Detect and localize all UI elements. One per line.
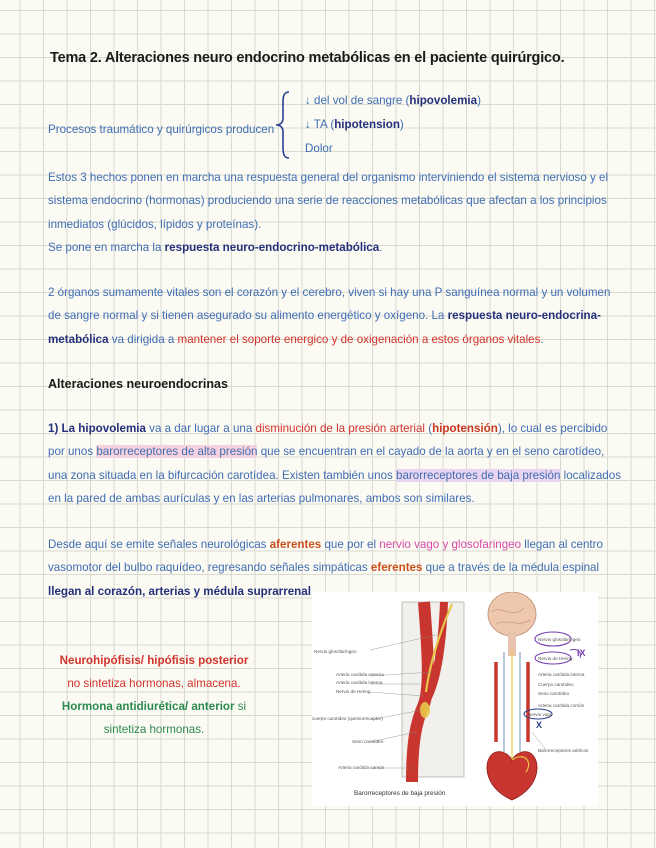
annotation-mark: IX [577,648,586,658]
processes-lead: Procesos traumático y quirúrgicos producen [48,123,275,136]
figure-label: Nervio vago [528,712,553,717]
processes-list [305,89,481,161]
figure-label: Seno carotídeo [352,739,384,744]
page-title: Tema 2. Alteraciones neuro endocrino metabólicas en el paciente quirúrgico. [50,50,565,66]
paragraph-3: 1) La hipovolemia va a dar lugar a una disminución de la presión arterial (hipotensión), lo cual es percibido por unos barorreceptores de alta presión que se encuentran en el cayado de la aorta y en el seno carotídeo, una zona situada en la bifurcación carotídea. Existen también unos barorreceptores de baja presión localizados en la pared de ambas aurículas y en las arterias pulmonares, ambos son similares. [48,422,621,505]
figure-label: Arteria carótida común [338,765,385,770]
figure-label: Barorreceptores aórticos [538,748,589,753]
figure-label: Arteria carótida interna [538,672,585,677]
paragraph-1: Estos 3 hechos ponen en marcha una respuesta general del organismo interviniendo el sistema nervioso y el sistema endocrino (hormonas) produciendo una serie de reacciones metabólicas que afectan a los principios inmediatos (glúcidos, lípidos y proteínas). Se pone en marcha la respuesta neuro-endocrino-metabólica. [48,171,609,254]
curly-brace-icon [274,90,292,160]
annotation-mark: X [536,720,543,730]
anatomy-figure [312,592,598,806]
figure-label: Arteria carótida interna [336,680,383,685]
baroreceptor-diagram [312,592,598,806]
figure-label: Cuerpo carotídeo [538,682,574,687]
figure-label: Seno carotídeo [538,691,570,696]
paragraph-2: 2 órganos sumamente vitales son el corazón y el cerebro, viven si hay una P sanguínea normal y un volumen de sangre normal y si tienen asegurado su alimento energético y oxígeno. La respuesta neuro-endocrina- metabólica va dirigida a mantener el soporte energico y de oxigenación a estos órganos vitales. [48,286,611,346]
figure-label: Nervio de Hering [336,689,371,694]
figure-label: Arteria carótida externa [336,672,384,677]
figure-label: Nervio de Hering [538,656,573,661]
section-heading: Alteraciones neuroendocrinas [48,377,228,391]
figure-label: Nervio glosofaríngeo [314,649,357,654]
figure-label: cuerpo carotídeo (quimiorreceptor) [312,716,383,721]
list-item: ↓ del vol de sangre (hipovolemia) [305,94,481,107]
list-item: ↓ TA (hipotension) [305,118,404,131]
figure-label: Arteria carótida común [538,703,585,708]
figure-label: Nervio glosofaríngeo [538,637,581,642]
paragraph-4: Desde aquí se emite señales neurológicas aferentes que por el nervio vago y glosofaringeo llegan al centro vasomotor del bulbo raquídeo, regresando señales simpáticas eferentes que a través de la médula espinal llegan al corazón, arterias y médula suprarrenal [48,538,603,598]
list-item: Dolor [305,142,333,155]
figure-caption: Barorreceptores de baja presión [354,790,446,797]
side-note: Neurohipófisis/ hipófisis posterior no sintetiza hormonas, almacena. Hormona antidiurética/ anterior si sintetiza hormonas. [59,654,249,736]
